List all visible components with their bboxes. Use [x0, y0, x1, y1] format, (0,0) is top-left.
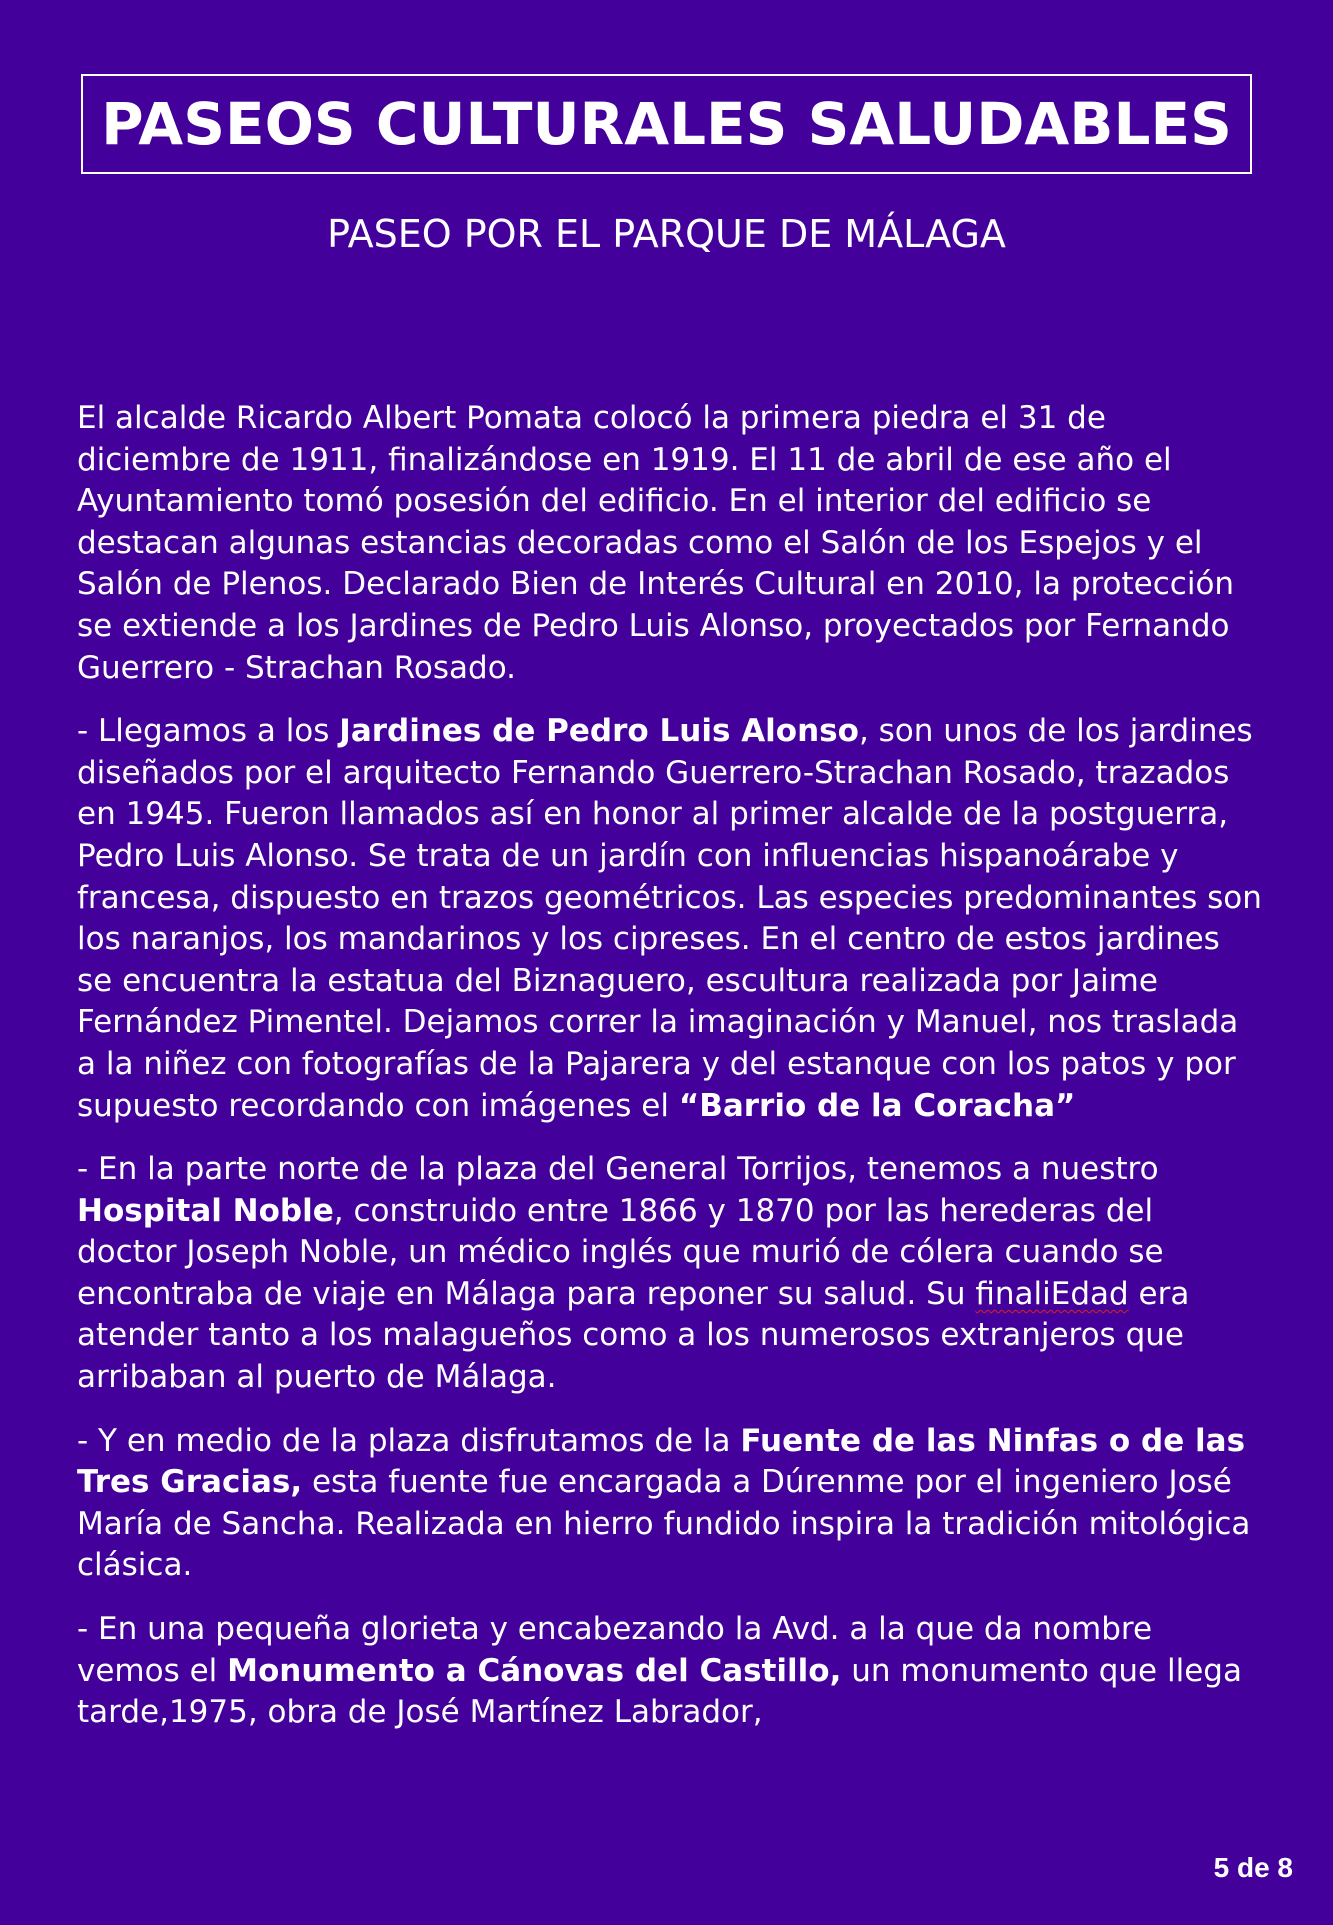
- paragraph-text: - En la parte norte de la plaza del General Torrijos, tenemos a nuestro: [77, 1151, 1159, 1188]
- title-box: [81, 74, 1252, 174]
- paragraph-text: esta fuente fue encargada a Dúrenme por el ingeniero José María de Sancha. Realizada en hierro fundido inspira la tradición mitológica clásica.: [77, 1464, 1251, 1584]
- paragraph-text: - Y en medio de la plaza disfrutamos de la: [77, 1422, 741, 1459]
- paragraph-text: El alcalde Ricardo Albert Pomata colocó la primera piedra el 31 de diciembre de 1911, finalizándose en 1919. El 11 de abril de ese año el Ayuntamiento tomó posesión del edificio. En el interior del edificio se destacan algunas estancias decoradas como el Salón de los Espejos y el Salón de Plenos. Declarado Bien de Interés Cultural en 2010, la protección se extiende a los Jardines de Pedro Luis Alonso, proyectados por Fernando Guerrero - Strachan Rosado.: [77, 400, 1235, 686]
- paragraph-text: - Llegamos a los: [77, 713, 340, 750]
- page-title: PASEOS CULTURALES SALUDABLES: [101, 90, 1232, 158]
- paragraph-text: - En una pequeña glorieta y encabezando la Avd. a la que da nombre vemos el: [77, 1611, 1153, 1689]
- paragraph-text: era atender tanto a los malagueños como a los numerosos extranjeros que arribaban al puerto de Málaga.: [77, 1275, 1190, 1396]
- spellcheck-flagged-word[interactable]: finaliEdad: [975, 1275, 1129, 1312]
- paragraph-canovas: [77, 1609, 1262, 1734]
- bold-hospital-noble: Hospital Noble: [77, 1192, 334, 1229]
- paragraph-fuente-ninfas: [77, 1421, 1262, 1587]
- paragraph-ayuntamiento: [77, 398, 1262, 689]
- page-subtitle: PASEO POR EL PARQUE DE MÁLAGA: [327, 212, 1006, 256]
- paragraph-hospital-noble: [77, 1149, 1262, 1399]
- paragraph-jardines: [77, 711, 1262, 1127]
- paragraph-text: un monumento que llega tarde,1975, obra de José Martínez Labrador,: [77, 1652, 1242, 1731]
- document-body: [77, 398, 1262, 1756]
- bold-monumento-canovas: Monumento a Cánovas del Castillo,: [227, 1652, 842, 1689]
- paragraph-text: , construido entre 1866 y 1870 por las herederas del doctor Joseph Noble, un médico inglés que murió de cólera cuando se encontraba de viaje en Málaga para reponer su salud. Su: [77, 1192, 1164, 1312]
- paragraph-text: , son unos de los jardines diseñados por el arquitecto Fernando Guerrero-Strachan Rosado, trazados en 1945. Fueron llamados así en honor al primer alcalde de la postguerra, Pedro Luis Alonso. Se trata de un jardín con influencias hispanoárabe y francesa, dispuesto en trazos geométricos. Las especies predominantes son los naranjos, los mandarinos y los cipreses. En el centro de estos jardines se encuentra la estatua del Biznaguero, escultura realizada por Jaime Fernández Pimentel. Dejamos correr la imaginación y Manuel, nos traslada a la niñez con fotografías de la Pajarera y del estanque con los patos y por supuesto recordando con imágenes el: [77, 713, 1262, 1124]
- page-number: 5 de 8: [1213, 1852, 1293, 1883]
- bold-jardines-pedro-luis-alonso: Jardines de Pedro Luis Alonso: [339, 713, 859, 750]
- bold-barrio-coracha: “Barrio de la Coracha”: [678, 1087, 1076, 1124]
- bold-fuente-ninfas: Fuente de las Ninfas o de las Tres Gracias,: [77, 1422, 1246, 1501]
